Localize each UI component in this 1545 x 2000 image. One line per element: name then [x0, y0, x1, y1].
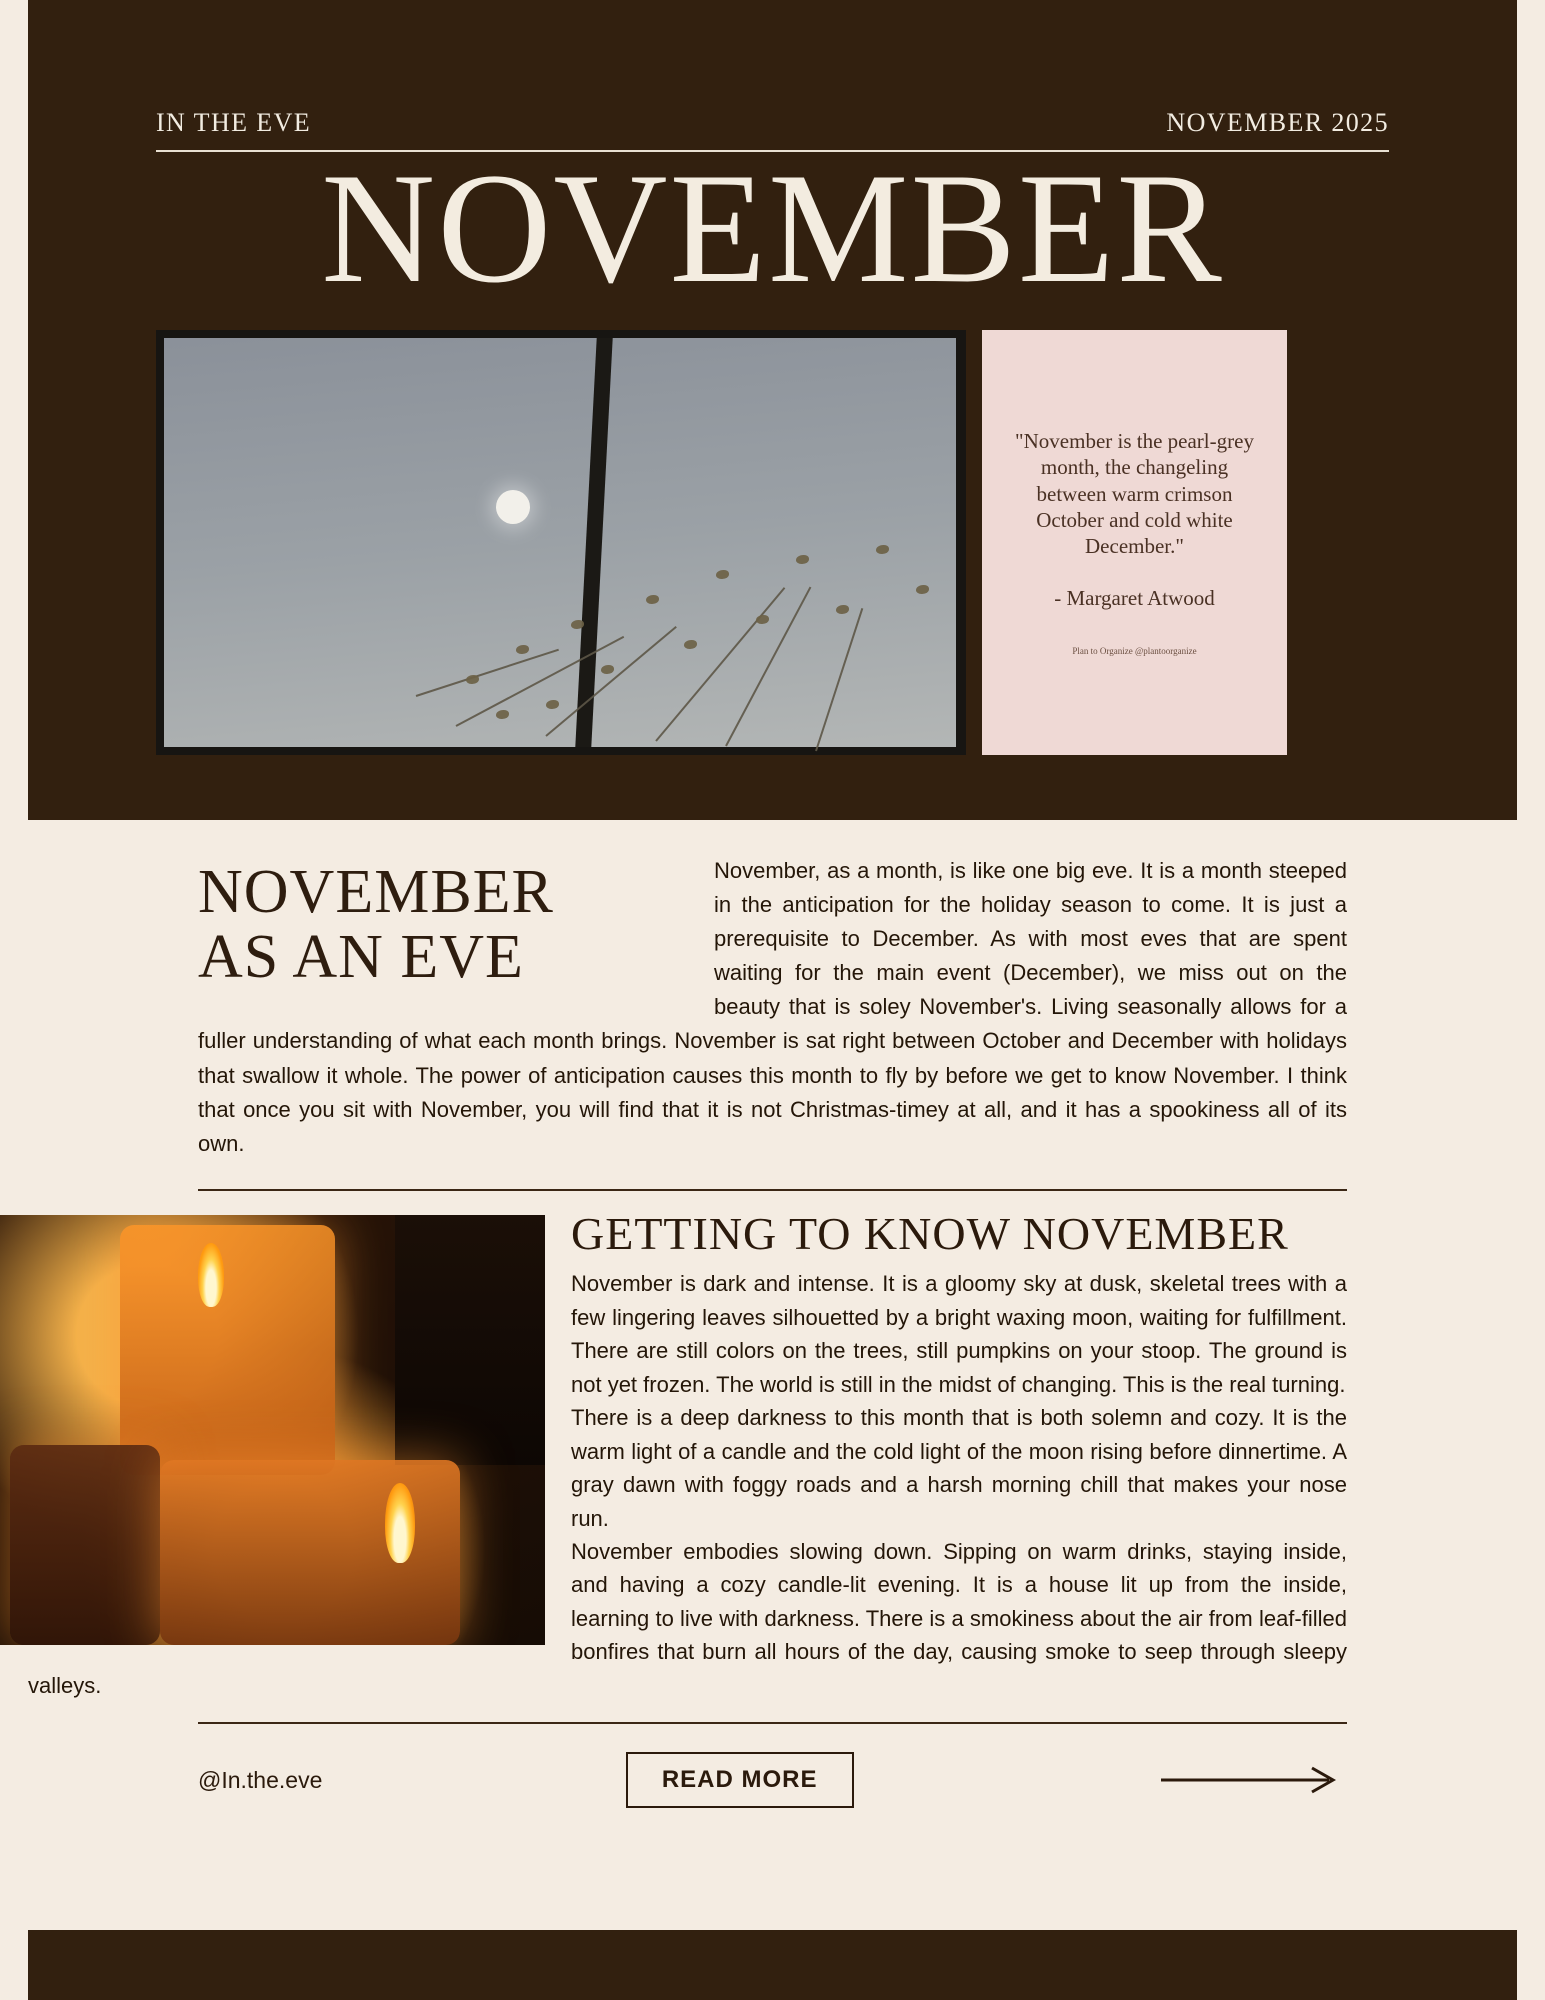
candle-jar	[10, 1445, 160, 1645]
header-block	[28, 0, 1517, 820]
candle-jar	[120, 1225, 335, 1475]
dark-panel	[395, 1215, 545, 1465]
leaf	[496, 710, 509, 719]
leaf	[516, 645, 529, 654]
candle-flame	[198, 1243, 224, 1307]
window-frame-left	[156, 330, 164, 755]
arrow-right-icon[interactable]	[1157, 1763, 1347, 1797]
section-one-body: November, as a month, is like one big eve. It is a month steeped in the anticipation for the holiday season to come. It is just a prerequisite to December. As with most eves that are spent waiting for the main event (December), we miss out on the beauty that is soley November's. Living seasonally allows for a fuller understanding of what each month brings. November is sat right between October and December with holidays that swallow it whole. The power of anticipation causes this month to fly by before we get to know November. I think that once you sit with November, you will find that it is not Christmas-timey at all, and it has a spookiness all of its own.	[198, 858, 1347, 1156]
footer-row	[28, 1724, 1517, 1808]
twig	[815, 608, 863, 751]
section-two-paragraph-1: November is dark and intense. It is a gloomy sky at dusk, skeletal trees with a few lingering leaves silhouetted by a bright waxing moon, waiting for fulfillment. There are still colors on the trees, still pumpkins on your stoop. The ground is not yet frozen. The world is still in the midst of changing. This is the real turning.	[571, 1271, 1347, 1397]
moon-window-photo	[156, 330, 966, 755]
leaf	[571, 620, 584, 629]
read-more-button[interactable]: READ MORE	[626, 1752, 854, 1808]
leaf	[836, 605, 849, 614]
section-one-title	[198, 860, 688, 990]
section-getting-to-know-november	[28, 1209, 1517, 1702]
issue-date: NOVEMBER 2025	[1166, 108, 1389, 137]
leaf	[716, 570, 729, 579]
twig	[456, 636, 625, 727]
leaf	[796, 555, 809, 564]
window-frame-inner	[616, 330, 766, 338]
section-two-paragraph-2: There is a deep darkness to this month that is both solemn and cozy. It is the warm light of a candle and the cold light of the moon rising before dinnertime. A gray dawn with foggy roads and a harsh morning chill that makes your nose run.	[571, 1405, 1347, 1531]
candles-photo	[0, 1215, 545, 1645]
leaf	[601, 665, 614, 674]
leaf	[756, 615, 769, 624]
section-one-title-line2: AS AN EVE	[198, 923, 524, 992]
leaf	[646, 595, 659, 604]
twig	[416, 649, 559, 697]
hero-media-row	[156, 330, 1389, 755]
quote-card	[982, 330, 1287, 755]
section-two-title: GETTING TO KNOW NOVEMBER	[571, 1207, 1289, 1259]
section-one-title-line1: NOVEMBER	[198, 858, 554, 926]
twig	[655, 587, 785, 741]
section-two-paragraph-3: November embodies slowing down. Sipping on warm drinks, staying inside, and having a cozy candle-lit evening. It is a house lit up from the inside, learning to live with darkness. There is a smokiness about the air from leaf-filled bonfires that burn all hours of the day, causing smoke to seep through sleepy valleys.	[28, 1538, 1347, 1698]
candle-jar	[160, 1460, 460, 1645]
leaf	[876, 545, 889, 554]
twig	[725, 587, 811, 747]
header-top-row	[28, 0, 1517, 138]
footer-bar	[28, 1930, 1517, 2000]
quote-text: "November is the pearl-grey month, the changeling between warm crimson October and cold white December."	[1015, 429, 1254, 558]
quote-author: - Margaret Atwood	[1054, 586, 1215, 611]
leaf	[916, 585, 929, 594]
masthead-title: NOVEMBER	[321, 141, 1224, 316]
section-divider-one	[198, 1189, 1347, 1191]
next-page-arrow[interactable]	[1157, 1763, 1347, 1797]
tree-branches	[396, 525, 966, 755]
leaf	[466, 675, 479, 684]
publication-kicker: IN THE EVE	[156, 108, 312, 137]
leaf	[546, 700, 559, 709]
leaf	[684, 640, 697, 649]
moon-shape	[496, 490, 530, 524]
footer-handle: @In.the.eve	[198, 1766, 323, 1793]
candle-flame	[385, 1483, 415, 1563]
section-november-as-an-eve	[28, 820, 1517, 1161]
window-frame-top	[156, 330, 966, 338]
quote-source-handle: Plan to Organize @plantoorganize	[1072, 645, 1197, 656]
